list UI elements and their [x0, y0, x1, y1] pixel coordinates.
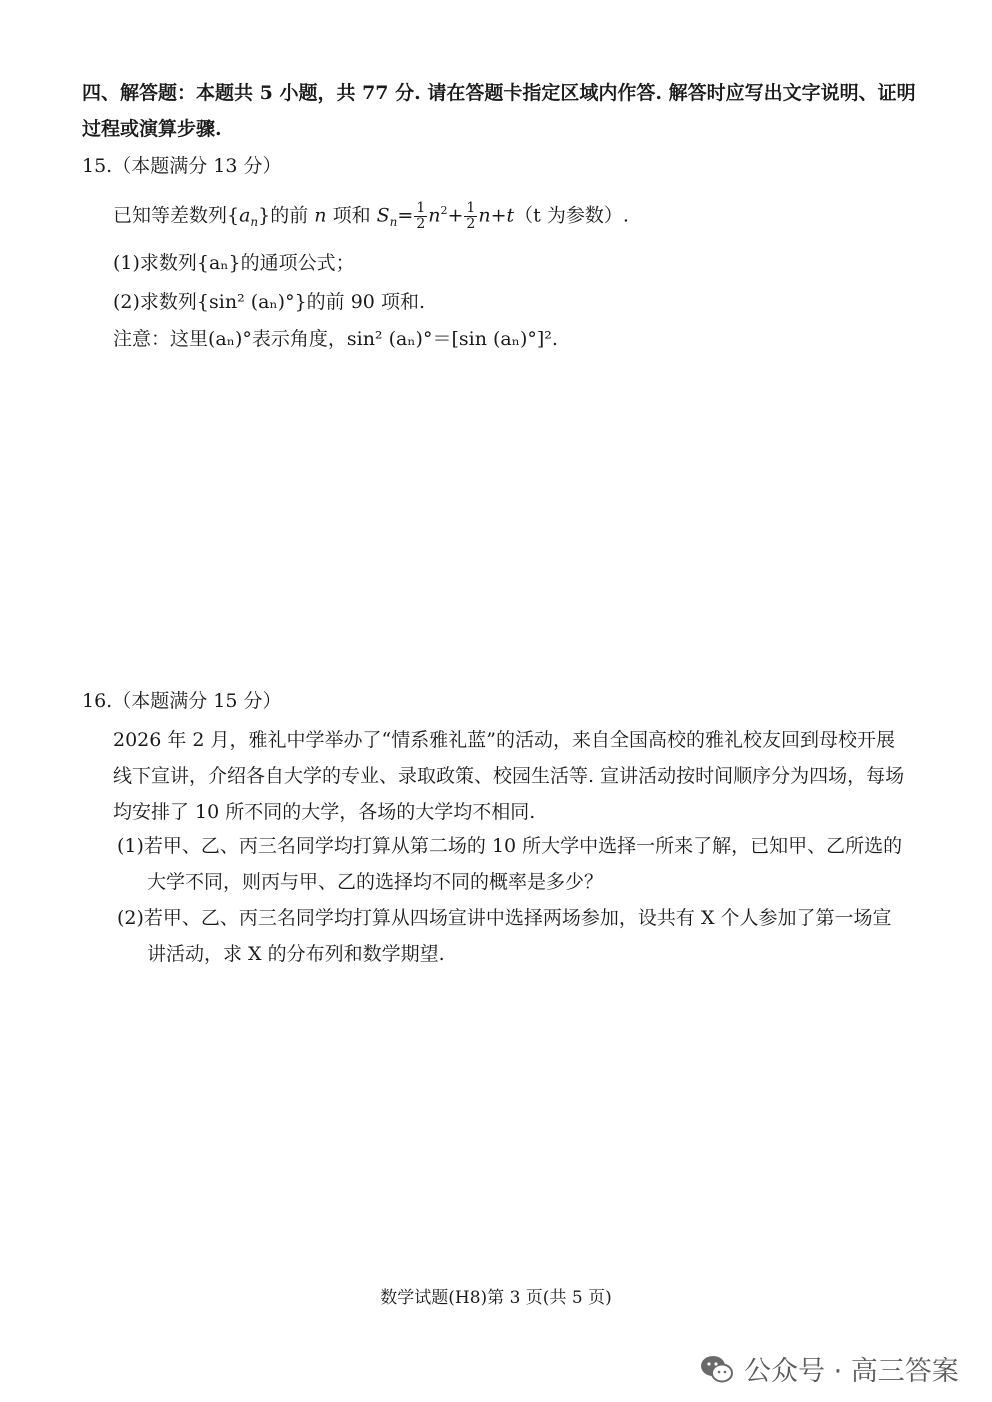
q16-part1-line-1: (1)若甲、乙、丙三名同学均打算从第二场的 10 所大学中选择一所来了解，已知甲、乙所选的 — [117, 835, 903, 857]
q15-stem: 已知等差数列$\{a_n\}$的前 n 项和 $S_n=$ $\frac{1}{2}$ $n^2+$ $\frac{1}{2}$ n+t（t 为参数）. — [113, 199, 629, 232]
fraction-half-1: $\frac{1}{2}$ — [416, 199, 426, 232]
page-footer: 数学试题(H8)第 3 页(共 5 页) — [380, 1288, 612, 1308]
q16-para-line-2: 线下宣讲，介绍各自大学的专业、录取政策、校园生活等. 宣讲活动按时间顺序分为四场，每场 — [113, 765, 905, 787]
section-heading: 四、解答题：本题共 5 小题，共 77 分. 请在答题卡指定区域内作答. 解答时应写出文字说明、证明 — [82, 82, 916, 104]
q16-para-line-3: 均安排了 10 所不同的大学，各场的大学均不相同. — [113, 801, 536, 823]
q15-part1: (1)求数列{aₙ}的通项公式； — [113, 252, 355, 274]
watermark-text: 公众号 · 高三答案 — [744, 1356, 959, 1387]
wechat-icon — [700, 1354, 734, 1384]
q15-stem-mid2: 项和 — [332, 204, 371, 227]
q15-stem-prefix: 已知等差数列{ — [113, 204, 240, 227]
q16-score: （本题满分 15 分） — [112, 690, 282, 712]
q15-note: 注意：这里(aₙ)°表示角度，sin² (aₙ)°＝[sin (aₙ)°]². — [113, 328, 558, 350]
q15-stem-plus2: + — [490, 204, 507, 227]
q16-para-line-1: 2026 年 2 月，雅礼中学举办了“情系雅礼蓝”的活动，来自全国高校的雅礼校友回到母校开展 — [113, 729, 895, 751]
watermark — [700, 1349, 959, 1388]
section-heading-cont: 过程或演算步骤. — [82, 118, 222, 140]
q16-part2-line-1: (2)若甲、乙、丙三名同学均打算从四场宣讲中选择两场参加，设共有 X 个人参加了第一场宣 — [117, 907, 892, 929]
q15-part2: (2)求数列{sin² (aₙ)°}的前 90 项和. — [113, 291, 425, 313]
q16-header — [82, 688, 281, 714]
q16-part1-line-2: 大学不同，则丙与甲、乙的选择均不同的概率是多少？ — [147, 871, 604, 893]
q15-stem-param: （t 为参数）. — [514, 204, 629, 227]
fraction-half-2: $\frac{1}{2}$ — [466, 199, 476, 232]
q15-stem-eq: = — [397, 204, 414, 227]
q16-part2-line-2: 讲活动，求 X 的分布列和数学期望. — [147, 943, 445, 965]
q16-number: 16. — [82, 690, 113, 712]
q15-stem-mid: }的前 — [258, 204, 309, 227]
q15-number: 15. — [82, 155, 113, 177]
q15-score: （本题满分 13 分） — [112, 155, 282, 177]
q15-header — [82, 153, 281, 179]
q15-stem-plus1: + — [447, 204, 464, 227]
